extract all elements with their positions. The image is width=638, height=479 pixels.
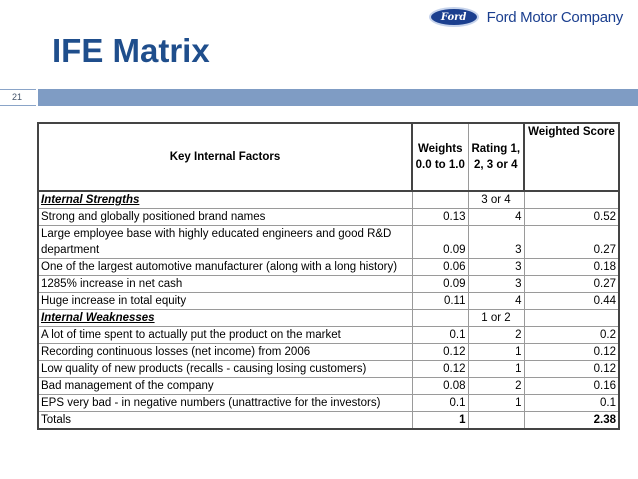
header-score: Weighted Score xyxy=(524,123,619,191)
rating-cell: 1 xyxy=(468,344,524,361)
score-cell: 0.27 xyxy=(524,276,619,293)
score-cell: 0.12 xyxy=(524,344,619,361)
totals-row xyxy=(38,412,619,430)
factor-cell: A lot of time spent to actually put the product on the market xyxy=(38,327,412,344)
weight-cell: 0.06 xyxy=(412,259,468,276)
factor-cell: Recording continuous losses (net income) from 2006 xyxy=(38,344,412,361)
ife-matrix-table xyxy=(37,122,620,430)
table-row xyxy=(38,344,619,361)
rating-cell: 4 xyxy=(468,293,524,310)
weight-cell: 0.12 xyxy=(412,344,468,361)
table-row xyxy=(38,226,619,259)
factor-cell: 1285% increase in net cash xyxy=(38,276,412,293)
table-row xyxy=(38,259,619,276)
rating-cell: 3 xyxy=(468,259,524,276)
score-cell: 0.16 xyxy=(524,378,619,395)
section-label: Internal Weaknesses xyxy=(38,310,412,327)
weight-cell: 0.08 xyxy=(412,378,468,395)
score-cell: 0.1 xyxy=(524,395,619,412)
table-row xyxy=(38,327,619,344)
factor-cell: Bad management of the company xyxy=(38,378,412,395)
rating-scale: 1 or 2 xyxy=(468,310,524,327)
rating-cell: 4 xyxy=(468,209,524,226)
header-factor: Key Internal Factors xyxy=(38,123,412,191)
header-weights: Weights 0.0 to 1.0 xyxy=(412,123,468,191)
totals-score: 2.38 xyxy=(524,412,619,430)
section-row-weaknesses xyxy=(38,310,619,327)
rating-cell: 2 xyxy=(468,327,524,344)
score-cell: 0.27 xyxy=(524,226,619,259)
weight-cell: 0.09 xyxy=(412,276,468,293)
table-row xyxy=(38,378,619,395)
weight-cell: 0.12 xyxy=(412,361,468,378)
header-rating: Rating 1, 2, 3 or 4 xyxy=(468,123,524,191)
table-row xyxy=(38,209,619,226)
rating-cell: 1 xyxy=(468,361,524,378)
table-row xyxy=(38,276,619,293)
ford-logo-icon: Ford xyxy=(429,7,479,27)
rating-cell: 2 xyxy=(468,378,524,395)
rating-cell: 3 xyxy=(468,226,524,259)
factor-cell: Low quality of new products (recalls - causing losing customers) xyxy=(38,361,412,378)
title-divider-band xyxy=(38,89,638,106)
brand-header xyxy=(429,6,623,28)
totals-weight: 1 xyxy=(412,412,468,430)
totals-label: Totals xyxy=(38,412,412,430)
score-cell: 0.12 xyxy=(524,361,619,378)
rating-cell: 3 xyxy=(468,276,524,293)
score-cell: 0.2 xyxy=(524,327,619,344)
weight-cell: 0.09 xyxy=(412,226,468,259)
company-name: Ford Motor Company xyxy=(486,8,623,26)
weight-cell: 0.11 xyxy=(412,293,468,310)
score-cell: 0.18 xyxy=(524,259,619,276)
factor-cell: Huge increase in total equity xyxy=(38,293,412,310)
page-title: IFE Matrix xyxy=(52,32,210,69)
weight-cell: 0.1 xyxy=(412,395,468,412)
score-cell: 0.52 xyxy=(524,209,619,226)
factor-cell: One of the largest automotive manufacturer (along with a long history) xyxy=(38,259,412,276)
score-cell: 0.44 xyxy=(524,293,619,310)
weight-cell: 0.13 xyxy=(412,209,468,226)
slide-number: 21 xyxy=(11,92,22,102)
table-row xyxy=(38,293,619,310)
factor-cell: Strong and globally positioned brand names xyxy=(38,209,412,226)
table-row xyxy=(38,395,619,412)
table-row xyxy=(38,361,619,378)
factor-cell: EPS very bad - in negative numbers (unattractive for the investors) xyxy=(38,395,412,412)
section-label: Internal Strengths xyxy=(38,191,412,209)
factor-cell: Large employee base with highly educated engineers and good R&D department xyxy=(38,226,412,259)
header-row xyxy=(38,123,619,191)
rating-scale: 3 or 4 xyxy=(468,191,524,209)
weight-cell: 0.1 xyxy=(412,327,468,344)
section-row-strengths xyxy=(38,191,619,209)
rating-cell: 1 xyxy=(468,395,524,412)
